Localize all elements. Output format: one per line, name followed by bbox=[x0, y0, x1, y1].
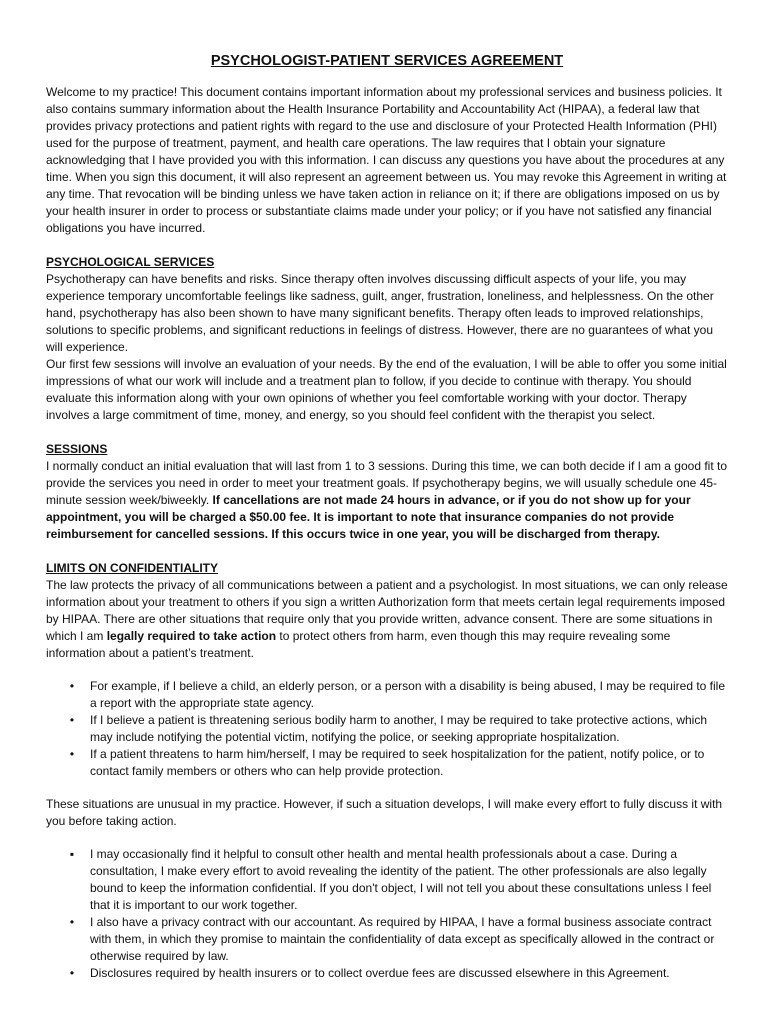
confidentiality-heading: LIMITS ON CONFIDENTIALITY bbox=[46, 561, 218, 575]
psych-paragraph-1: Psychotherapy can have benefits and risks. Since therapy often involves discussing difficult aspects of your life, you may experience temporary uncomfortable feelings like sadness, guilt, anger, frustration, loneliness, and helplessness. On the other hand, psychotherapy has also been shown to have many significant benefits. Therapy often leads to improved relationships, solutions to specific problems, and significant reductions in feelings of distress. However, there are no guarantees of what you will experience. bbox=[46, 272, 714, 354]
bullet-icon: • bbox=[69, 915, 75, 929]
list-item bbox=[46, 712, 728, 746]
list-item bbox=[46, 746, 728, 780]
confidentiality-bullet-list bbox=[46, 678, 728, 780]
page-title: PSYCHOLOGIST-PATIENT SERVICES AGREEMENT bbox=[210, 53, 564, 69]
bullet-icon: • bbox=[69, 713, 75, 727]
list-item bbox=[46, 965, 728, 982]
list-item-text: I also have a privacy contract with our accountant. As required by HIPAA, I have a formal business associate contract with them, in which they promise to maintain the confidentiality of data except as specifically allowed in the contract or otherwise required by law. bbox=[90, 915, 715, 963]
sessions-text: I normally conduct an initial evaluation that will last from 1 to 3 sessions. During this time, we can both decide if I am a good fit to provide the services you need in order to meet your treatment goals. If psychotherapy begins, we will usually schedule one 45- minute session week/biweekly. bbox=[46, 459, 728, 507]
sessions-section bbox=[46, 441, 728, 543]
psychological-services-heading: PSYCHOLOGICAL SERVICES bbox=[46, 255, 215, 269]
psych-paragraph-2: Our first few sessions will involve an evaluation of your needs. By the end of the evaluation, I will be able to offer you some initial impressions of what our work will include and a treatment plan to follow, if you decide to continue with therapy. You should evaluate this information along with your own opinions of whether you feel comfortable working with your doctor. Therapy involves a large commitment of time, money, and energy, so you should feel confident with the therapist you select. bbox=[46, 357, 727, 422]
list-item-text: For example, if I believe a child, an elderly person, or a person with a disability is being abused, I may be required to file a report with the appropriate state agency. bbox=[90, 679, 726, 710]
document-page bbox=[46, 0, 728, 982]
list-item-text: If I believe a patient is threatening serious bodily harm to another, I may be required to take protective actions, which may include notifying the potential victim, notifying the police, or seeking appropriate hospitalization. bbox=[90, 713, 708, 744]
list-item bbox=[46, 678, 728, 712]
list-item bbox=[46, 914, 728, 965]
square-bullet-icon: ▪ bbox=[69, 847, 75, 861]
sessions-bold-text: If cancellations are not made 24 hours in advance, or if you do not show up for your appointment, you will be charged a $50.00 fee. It is important to note that insurance companies do not provide reimbursement for cancelled sessions. If this occurs twice in one year, you will be discharged from therapy. bbox=[46, 493, 691, 541]
confidentiality-section bbox=[46, 560, 728, 982]
confidentiality-bold-text: legally required to take action bbox=[106, 629, 277, 643]
list-item bbox=[46, 846, 728, 914]
sessions-heading: SESSIONS bbox=[46, 442, 108, 456]
bullet-icon: • bbox=[69, 966, 75, 980]
intro-paragraph: Welcome to my practice! This document contains important information about my professional services and business policies. It also contains summary information about the Health Insurance Portability and Accountability Act (HIPAA), a federal law that provides privacy protections and patient rights with regard to the use and disclosure of your Protected Health Information (PHI) used for the purpose of treatment, payment, and health care operations. The law requires that I obtain your signature acknowledging that I have provided you with this information. I can discuss any questions you have about the procedures at any time. When you sign this document, it will also represent an agreement between us. You may revoke this Agreement in writing at any time. That revocation will be binding unless we have taken action in reliance on it; if there are obligations imposed on us by your health insurer in order to process or substantiate claims made under your policy; or if you have not satisfied any financial obligations you have incurred. bbox=[46, 85, 727, 235]
list-item-text: I may occasionally find it helpful to consult other health and mental health professionals about a case. During a consultation, I make every effort to avoid revealing the identity of the patient. The other professionals are also legally bound to keep the information confidential. If you don't object, I will not tell you about these consultations unless I feel that it is important to our work together. bbox=[90, 847, 712, 912]
list-item-text: Disclosures required by health insurers or to collect overdue fees are discussed elsewhere in this Agreement. bbox=[90, 966, 670, 980]
psychological-services-section bbox=[46, 254, 728, 424]
confidentiality-text-a: The law protects the privacy of all communications between a patient and a psychologist. In most situations, we can only release information about your treatment to others if you sign a written Authorization form that meets certain legal requirements imposed by HIPAA. There are other situations that require only that you provide written, advance consent. There are some situations in which I am bbox=[46, 578, 728, 643]
confidentiality-text-b: to protect others from harm, even though this may require revealing some information about a patient’s treatment. bbox=[46, 629, 671, 660]
confidentiality-paragraph bbox=[46, 577, 728, 662]
bullet-icon: • bbox=[69, 679, 75, 693]
unusual-situations-paragraph: These situations are unusual in my practice. However, if such a situation develops, I will make every effort to fully discuss it with you before taking action. bbox=[46, 797, 723, 828]
sessions-paragraph bbox=[46, 458, 728, 543]
consultation-bullet-list bbox=[46, 846, 728, 982]
bullet-icon: • bbox=[69, 747, 75, 761]
list-item-text: If a patient threatens to harm him/herself, I may be required to seek hospitalization for the patient, notify police, or to contact family members or others who can help provide protection. bbox=[90, 747, 705, 778]
